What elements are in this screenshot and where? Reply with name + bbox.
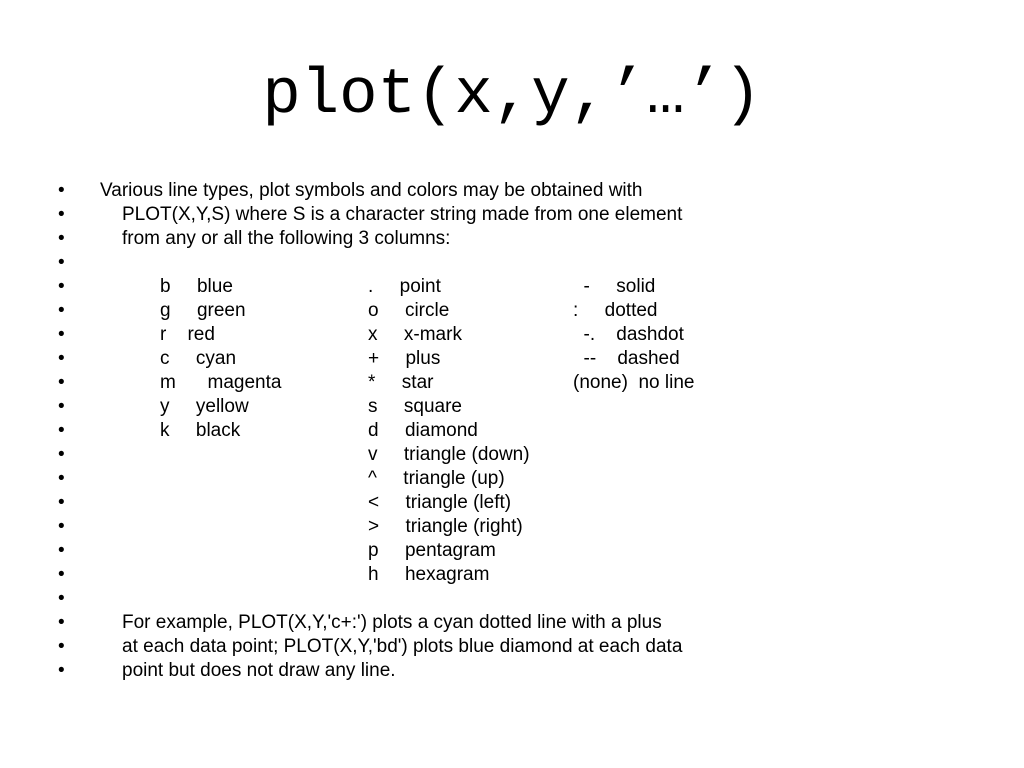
marker-spec: . point: [368, 276, 441, 297]
table-row: [58, 515, 998, 539]
outro-line: [58, 635, 998, 659]
intro-text: PLOT(X,Y,S) where S is a character string made from one element: [122, 204, 683, 225]
intro-text: from any or all the following 3 columns:: [122, 228, 451, 249]
color-spec: g green: [160, 300, 246, 321]
table-row: [58, 539, 998, 563]
outro-text: For example, PLOT(X,Y,'c+:') plots a cyan dotted line with a plus: [122, 612, 662, 633]
intro-text: Various line types, plot symbols and colors may be obtained with: [100, 180, 643, 201]
empty-bullet: [58, 251, 998, 275]
marker-spec: * star: [368, 372, 434, 393]
outro-line: [58, 611, 998, 635]
bullet-icon: •: [58, 348, 65, 369]
bullet-list: [58, 179, 998, 683]
linestyle-spec: - solid: [573, 276, 656, 297]
marker-spec: h hexagram: [368, 564, 490, 585]
bullet-icon: •: [58, 540, 65, 561]
bullet-icon: •: [58, 324, 65, 345]
table-row: [58, 371, 998, 395]
bullet-icon: •: [58, 180, 65, 201]
marker-spec: v triangle (down): [368, 444, 530, 465]
linestyle-spec: -. dashdot: [573, 324, 684, 345]
marker-spec: < triangle (left): [368, 492, 512, 513]
color-spec: b blue: [160, 276, 233, 297]
outro-line: [58, 659, 998, 683]
intro-line: [58, 203, 998, 227]
table-row: [58, 419, 998, 443]
table-row: [58, 563, 998, 587]
marker-spec: > triangle (right): [368, 516, 523, 537]
marker-spec: ^ triangle (up): [368, 468, 505, 489]
table-row: [58, 275, 998, 299]
linestyle-spec: : dotted: [573, 300, 658, 321]
bullet-icon: •: [58, 420, 65, 441]
bullet-icon: •: [58, 252, 65, 273]
bullet-icon: •: [58, 636, 65, 657]
marker-spec: s square: [368, 396, 462, 417]
color-spec: m magenta: [160, 372, 282, 393]
color-spec: c cyan: [160, 348, 237, 369]
outro-text: at each data point; PLOT(X,Y,'bd') plots blue diamond at each data: [122, 636, 683, 657]
bullet-icon: •: [58, 300, 65, 321]
linestyle-spec: -- dashed: [573, 348, 680, 369]
intro-line: [58, 227, 998, 251]
linestyle-spec: (none) no line: [573, 372, 695, 393]
bullet-icon: •: [58, 228, 65, 249]
bullet-icon: •: [58, 516, 65, 537]
table-row: [58, 299, 998, 323]
marker-spec: + plus: [368, 348, 441, 369]
marker-spec: x x-mark: [368, 324, 462, 345]
marker-spec: d diamond: [368, 420, 478, 441]
color-spec: r red: [160, 324, 215, 345]
table-row: [58, 443, 998, 467]
color-spec: y yellow: [160, 396, 249, 417]
empty-bullet: [58, 587, 998, 611]
table-row: [58, 467, 998, 491]
table-row: [58, 491, 998, 515]
bullet-icon: •: [58, 276, 65, 297]
bullet-icon: •: [58, 372, 65, 393]
intro-line: [58, 179, 998, 203]
bullet-icon: •: [58, 660, 65, 681]
color-spec: k black: [160, 420, 241, 441]
outro-text: point but does not draw any line.: [122, 660, 396, 681]
bullet-icon: •: [58, 588, 65, 609]
slide-title: plot(x,y,’…’): [262, 60, 762, 132]
bullet-icon: •: [58, 492, 65, 513]
bullet-icon: •: [58, 444, 65, 465]
bullet-icon: •: [58, 468, 65, 489]
table-row: [58, 395, 998, 419]
table-row: [58, 323, 998, 347]
table-row: [58, 347, 998, 371]
bullet-icon: •: [58, 564, 65, 585]
bullet-icon: •: [58, 396, 65, 417]
marker-spec: p pentagram: [368, 540, 496, 561]
bullet-icon: •: [58, 612, 65, 633]
marker-spec: o circle: [368, 300, 450, 321]
bullet-icon: •: [58, 204, 65, 225]
